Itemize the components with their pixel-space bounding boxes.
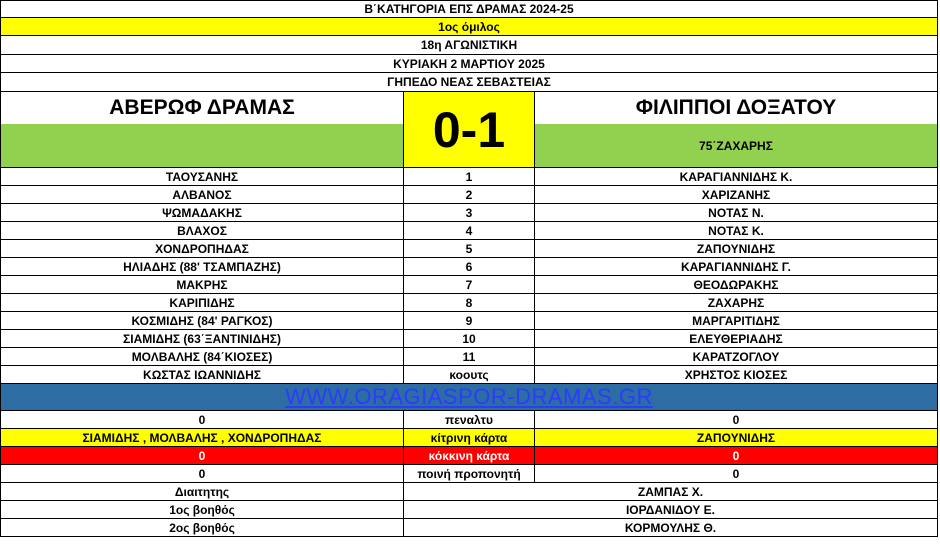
website-link[interactable]: WWW.ORAGIASPOR-DRAMAS.GR — [285, 384, 653, 409]
lineup-number: 1 — [404, 168, 535, 186]
lineup-away-player: ΧΡΗΣΤΟΣ ΚΙΟΣΕΣ — [535, 366, 938, 384]
website-row — [0, 384, 938, 411]
lineup-row — [0, 204, 938, 222]
lineup-row — [0, 312, 938, 330]
lineup-home-player: ΜΟΛΒΑΛΗΣ (84΄ΚΙΟΣΕΣ) — [0, 348, 404, 366]
group-title: 1ος όμιλος — [0, 18, 938, 36]
lineup-number: 3 — [404, 204, 535, 222]
lineup-home-player: ΗΛΙΑΔΗΣ (88' ΤΣΑΜΠΑΖΗΣ) — [0, 258, 404, 276]
lineup-home-player: ΒΛΑΧΟΣ — [0, 222, 404, 240]
lineup-number: 10 — [404, 330, 535, 348]
lineup-away-player: ΚΑΡΑΤΖΟΓΛΟΥ — [535, 348, 938, 366]
official-role: 2ος βοηθός — [0, 519, 404, 537]
lineup-home-player: ΚΩΣΤΑΣ ΙΩΑΝΝΙΔΗΣ — [0, 366, 404, 384]
stat-home-value: 0 — [0, 411, 404, 429]
lineup-home-player: ΚΟΣΜΙΔΗΣ (84' ΡΑΓΚΟΣ) — [0, 312, 404, 330]
stat-away-value: 0 — [535, 447, 938, 465]
stat-home-value: ΣΙΑΜΙΔΗΣ , ΜΟΛΒΑΛΗΣ , ΧΟΝΔΡΟΠΗΔΑΣ — [0, 429, 404, 447]
matchday-title: 18η ΑΓΩΝΙΣΤΙΚΗ — [0, 36, 938, 55]
lineup-row — [0, 366, 938, 384]
official-row — [0, 519, 938, 537]
website-banner — [0, 384, 938, 411]
league-row — [0, 0, 938, 18]
stat-label: κίτρινη κάρτα — [404, 429, 535, 447]
lineup-number: 4 — [404, 222, 535, 240]
lineup-row — [0, 222, 938, 240]
group-row — [0, 18, 938, 36]
matchday-row — [0, 36, 938, 55]
stat-row — [0, 447, 938, 465]
stat-home-value: 0 — [0, 465, 404, 483]
stat-label: πεναλτυ — [404, 411, 535, 429]
stat-away-value: 0 — [535, 465, 938, 483]
home-scorers — [0, 124, 404, 168]
stat-away-value: 0 — [535, 411, 938, 429]
stat-label: ποινή προπονητή — [404, 465, 535, 483]
lineup-row — [0, 186, 938, 204]
lineup-away-player: ΜΑΡΓΑΡΙΤΙΔΗΣ — [535, 312, 938, 330]
away-scorers: 75΄ΖΑΧΑΡΗΣ — [535, 124, 938, 168]
lineup-row — [0, 330, 938, 348]
venue-row — [0, 73, 938, 92]
lineup-away-player: ΘΕΟΔΩΡΑΚΗΣ — [535, 276, 938, 294]
lineup-number: 6 — [404, 258, 535, 276]
date-row — [0, 55, 938, 73]
home-team-name: ΑΒΕΡΩΦ ΔΡΑΜΑΣ — [0, 92, 404, 124]
final-score: 0-1 — [404, 92, 535, 168]
lineup-home-player: ΧΟΝΔΡΟΠΗΔΑΣ — [0, 240, 404, 258]
lineup-home-player: ΜΑΚΡΗΣ — [0, 276, 404, 294]
stat-label: κόκκινη κάρτα — [404, 447, 535, 465]
official-name: ΖΑΜΠΑΣ Χ. — [404, 483, 938, 501]
official-row — [0, 501, 938, 519]
lineup-number: 2 — [404, 186, 535, 204]
away-team-name: ΦΙΛΙΠΠΟΙ ΔΟΞΑΤΟΥ — [535, 92, 938, 124]
official-row — [0, 483, 938, 501]
lineup-away-player: ΕΛΕΥΘΕΡΙΑΔΗΣ — [535, 330, 938, 348]
lineup-home-player: ΣΙΑΜΙΔΗΣ (63΄ΞΑΝΤΙΝΙΔΗΣ) — [0, 330, 404, 348]
lineup-row — [0, 168, 938, 186]
lineup-home-player: ΨΩΜΑΔΑΚΗΣ — [0, 204, 404, 222]
stat-away-value: ΖΑΠΟΥΝΙΔΗΣ — [535, 429, 938, 447]
lineup-number: 11 — [404, 348, 535, 366]
lineup-away-player: ΚΑΡΑΓΙΑΝΝΙΔΗΣ Κ. — [535, 168, 938, 186]
lineup-away-player: ΖΑΠΟΥΝΙΔΗΣ — [535, 240, 938, 258]
lineup-row — [0, 294, 938, 312]
lineup-away-player: ΝΟΤΑΣ Ν. — [535, 204, 938, 222]
lineup-number: 5 — [404, 240, 535, 258]
lineup-row — [0, 276, 938, 294]
lineup-row — [0, 348, 938, 366]
stat-row — [0, 411, 938, 429]
match-venue: ΓΗΠΕΔΟ ΝΕΑΣ ΣΕΒΑΣΤΕΙΑΣ — [0, 73, 938, 92]
official-name: ΚΟΡΜΟΥΛΗΣ Θ. — [404, 519, 938, 537]
lineup-number: 8 — [404, 294, 535, 312]
official-role: 1ος βοηθός — [0, 501, 404, 519]
lineup-away-player: ΧΑΡΙΖΑΝΗΣ — [535, 186, 938, 204]
lineup-away-player: ΝΟΤΑΣ Κ. — [535, 222, 938, 240]
official-role: Διαιτητης — [0, 483, 404, 501]
lineup-home-player: ΤΑΟΥΣΑΝΗΣ — [0, 168, 404, 186]
stat-row — [0, 465, 938, 483]
lineup-home-player: ΚΑΡΙΠΙΔΗΣ — [0, 294, 404, 312]
lineup-number: 9 — [404, 312, 535, 330]
lineup-number: 7 — [404, 276, 535, 294]
lineup-away-player: ΖΑΧΑΡΗΣ — [535, 294, 938, 312]
league-title: Β΄ΚΑΤΗΓΟΡΙΑ ΕΠΣ ΔΡΑΜΑΣ 2024-25 — [0, 0, 938, 18]
lineup-row — [0, 240, 938, 258]
stat-row — [0, 429, 938, 447]
official-name: ΙΟΡΔΑΝΙΔΟΥ Ε. — [404, 501, 938, 519]
lineup-row — [0, 258, 938, 276]
stat-home-value: 0 — [0, 447, 404, 465]
match-date: ΚΥΡΙΑΚΗ 2 ΜΑΡΤΙΟΥ 2025 — [0, 55, 938, 73]
lineup-away-player: ΚΑΡΑΓΙΑΝΝΙΔΗΣ Γ. — [535, 258, 938, 276]
lineup-home-player: ΑΛΒΑΝΟΣ — [0, 186, 404, 204]
lineup-number: κοουτς — [404, 366, 535, 384]
